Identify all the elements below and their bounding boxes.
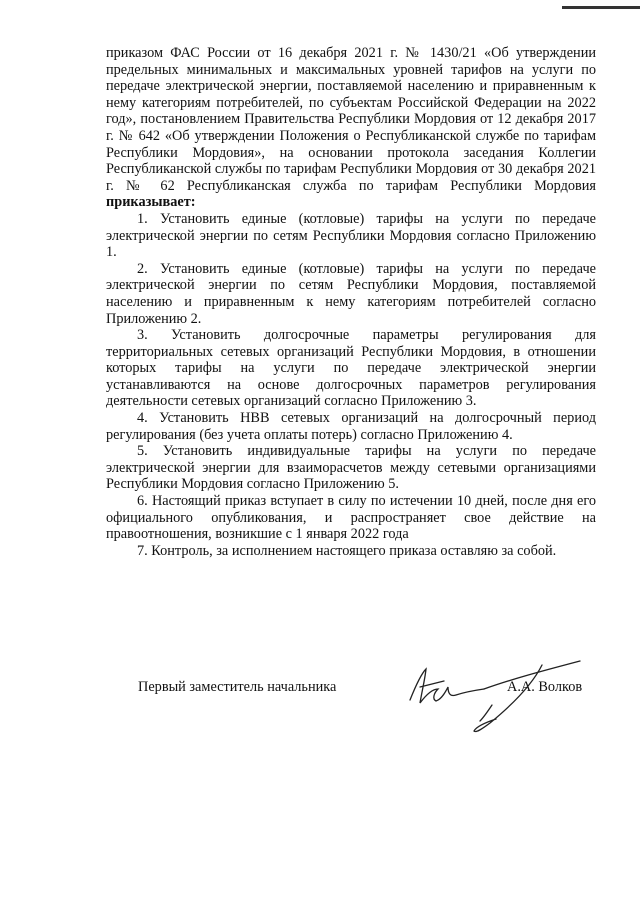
order-item-1: 1. Установить единые (котловые) тарифы на услуги по передаче электрической энергии по сетям Республики Мордовия согласно Приложению 1.	[106, 210, 596, 261]
orders-word: приказывает:	[106, 194, 196, 211]
document-body	[106, 45, 596, 559]
order-item-6: 6. Настоящий приказ вступает в силу по истечении 10 дней, после дня его официального опубликования, и распространяет свое действие на правоотношения, возникшие с 1 января 2022 года	[106, 493, 596, 543]
order-item-4: 4. Установить НВВ сетевых организаций на долгосрочный период регулирования (без учета оплаты потерь) согласно Приложению 4.	[106, 410, 596, 443]
signatory-position: Первый заместитель начальника	[138, 679, 337, 695]
intro-paragraph	[106, 45, 596, 211]
handwritten-signature	[392, 645, 592, 745]
intro-text: приказом ФАС России от 16 декабря 2021 г. № 1430/21 «Об утверждении предельных минимальных и максимальных уровней тарифов на услуги по передаче электрической энергии, поставляемой населению и приравненным к нему категориям потребителей, по субъектам Российской Федерации на 2022 год», постановлением Правительства Республики Мордовия от 12 декабря 2017 г. № 642 «Об утверждении Положения о Республиканской службе по тарифам Республики Мордовия», на основании протокола заседания Коллегии Республиканской службы по тарифам Республики Мордовия от 30 декабря 2021 г. № 62 Республиканская служба по тарифам Республики Мордовия	[106, 45, 596, 194]
signatory-name: А.А. Волков	[507, 679, 583, 695]
order-item-7: 7. Контроль, за исполнением настоящего приказа оставляю за собой.	[137, 542, 557, 559]
order-item-2: 2. Установить единые (котловые) тарифы на услуги по передаче электрической энергии по сетям Республики Мордовия, поставляемой населению и приравненным к нему категориям потребителей согласно Приложению 2.	[106, 260, 596, 327]
order-item-5: 5. Установить индивидуальные тарифы на услуги по передаче электрической энергии для взаиморасчетов между сетевыми организациями Республики Мордовия согласно Приложению 5.	[106, 443, 596, 493]
scan-edge-mark	[562, 6, 640, 9]
order-item-3: 3. Установить долгосрочные параметры регулирования для территориальных сетевых организаций Республики Мордовия, в отношении которых тарифы на услуги по передаче электрической энергии устанавливаются на основе долгосрочных параметров регулирования деятельности сетевых организаций согласно Приложению 3.	[106, 327, 596, 410]
